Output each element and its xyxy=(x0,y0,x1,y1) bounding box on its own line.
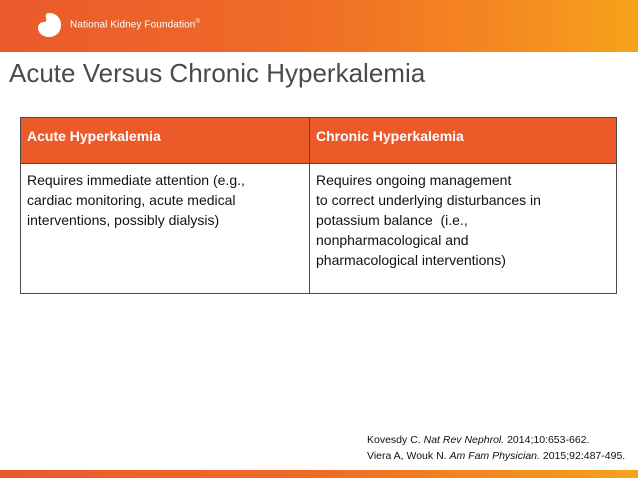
brand-name xyxy=(70,19,200,30)
cell-acute xyxy=(21,164,310,294)
acute-line: Requires immediate attention (e.g., xyxy=(27,172,245,188)
reference-item xyxy=(367,432,625,448)
footer-bar xyxy=(0,470,638,478)
chronic-line: nonpharmacological and xyxy=(316,232,469,248)
acute-line: cardiac monitoring, acute medical xyxy=(27,192,236,208)
ref-journal: Am Fam Physician. xyxy=(449,450,540,462)
slide-title: Acute Versus Chronic Hyperkalemia xyxy=(9,58,426,88)
kidney-logo-icon xyxy=(34,10,64,40)
cell-chronic xyxy=(310,164,617,294)
reference-item xyxy=(367,448,625,464)
ref-authors: Kovesdy C. xyxy=(367,434,421,446)
header-chronic: Chronic Hyperkalemia xyxy=(310,118,617,164)
comparison-table xyxy=(20,117,617,294)
ref-details: 2014;10:653-662. xyxy=(507,434,590,446)
references xyxy=(367,432,625,464)
chronic-line: pharmacological interventions) xyxy=(316,252,506,268)
table-header-row xyxy=(21,118,617,164)
ref-details: 2015;92:487-495. xyxy=(542,450,626,462)
acute-line: interventions, possibly dialysis) xyxy=(27,212,220,228)
registered-mark: ® xyxy=(195,19,200,25)
header-acute: Acute Hyperkalemia xyxy=(21,118,310,164)
header-banner xyxy=(0,0,638,52)
ref-authors: Viera A, Wouk N. xyxy=(367,450,447,462)
chronic-line: to correct underlying disturbances in xyxy=(316,192,541,208)
chronic-line: Requires ongoing management xyxy=(316,172,512,188)
chronic-line: potassium balance (i.e., xyxy=(316,212,468,228)
table-row xyxy=(21,164,617,294)
ref-journal: Nat Rev Nephrol. xyxy=(423,434,505,446)
brand-text: National Kidney Foundation xyxy=(70,19,196,31)
